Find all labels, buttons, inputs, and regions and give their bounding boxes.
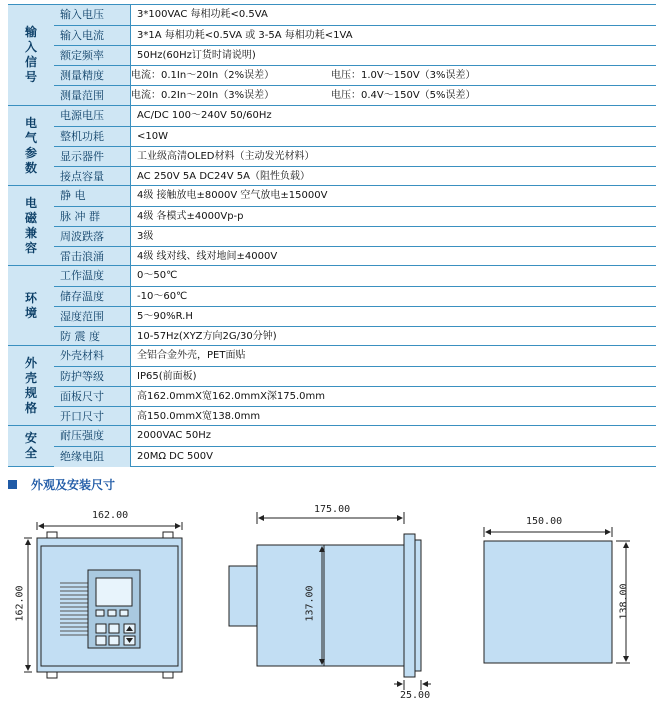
row-label: 工作温度 [54, 266, 131, 286]
row-label: 防 震 度 [54, 327, 131, 347]
row-value: 50Hz(60Hz订货时请说明) [137, 50, 256, 61]
category-cell: 输入信号 [8, 5, 55, 105]
key-button [96, 624, 106, 633]
row-label: 静 电 [54, 186, 131, 206]
row-value: 全铝合金外壳，PET面贴 [137, 350, 246, 361]
row-label: 湿度范围 [54, 307, 131, 327]
oled-display [96, 578, 132, 606]
category-cell: 电磁兼容 [8, 186, 55, 265]
category-cell: 安全 [8, 426, 55, 466]
row-label: 耐压强度 [54, 426, 131, 446]
row-value: 4级 线对线、线对地间±4000V [137, 251, 278, 262]
current-range: 电流：0.2In～20In（3%误差） [131, 90, 275, 101]
category-cell: 外壳规格 [8, 346, 55, 425]
row-label: 储存温度 [54, 287, 131, 307]
led-indicator [120, 610, 128, 616]
row-value: <10W [137, 131, 168, 142]
row-label: 开口尺寸 [54, 407, 131, 427]
row-value: 0～50℃ [137, 270, 178, 281]
row-value: 3*100VAC 每相功耗<0.5VA [137, 9, 268, 20]
row-value: 10-57Hz(XYZ方向2G/30分钟) [137, 331, 277, 342]
cutout-height-label: 138.00 [618, 583, 630, 620]
key-button [96, 636, 106, 645]
voltage-range: 电压：0.4V～150V（5%误差） [331, 90, 476, 101]
side-flange-label: 25.00 [400, 690, 431, 701]
side-depth-label: 175.00 [314, 504, 351, 515]
front-lip [415, 540, 421, 671]
front-height-label: 162.00 [14, 585, 26, 622]
row-label: 显示器件 [54, 147, 131, 167]
row-value: 3级 [137, 231, 154, 242]
row-label: 防护等级 [54, 367, 131, 387]
current-accuracy: 电流：0.1In～20In（2%误差） [131, 70, 275, 81]
front-view [24, 522, 182, 678]
row-label: 接点容量 [54, 167, 131, 187]
row-label: 电源电压 [54, 106, 131, 126]
category-cell: 电气参数 [8, 106, 55, 185]
row-value: 5～90%R.H [137, 311, 193, 322]
cutout-width-label: 150.00 [526, 516, 563, 527]
row-value: 4级 接触放电±8000V 空气放电±15000V [137, 190, 328, 201]
section-title: 外观及安装尺寸 [31, 477, 116, 492]
row-value: AC 250V 5A DC24V 5A（阻性负载） [137, 171, 310, 182]
cutout-body [484, 541, 612, 663]
front-width-label: 162.00 [92, 510, 129, 521]
side-view [229, 512, 431, 690]
led-indicator [96, 610, 104, 616]
row-value: IP65(前面板) [137, 371, 197, 382]
main-body [257, 545, 404, 666]
row-value: 4级 各模式±4000Vp-p [137, 211, 244, 222]
voltage-accuracy: 电压：1.0V～150V（3%误差） [331, 70, 476, 81]
side-height-label: 137.00 [304, 585, 316, 622]
row-value: 2000VAC 50Hz [137, 430, 211, 441]
mount-tab [163, 532, 173, 538]
front-flange [404, 534, 415, 677]
mount-tab [163, 672, 173, 678]
row-value: AC/DC 100～240V 50/60Hz [137, 110, 272, 121]
row-value: 高162.0mmX宽162.0mmX深175.0mm [137, 391, 326, 402]
row-label: 外壳材料 [54, 346, 131, 366]
cutout-view [484, 527, 630, 663]
row-value: 20MΩ DC 500V [137, 451, 213, 462]
row-label: 输入电压 [54, 5, 131, 25]
row-label: 输入电流 [54, 26, 131, 46]
row-label: 测量精度 [54, 66, 131, 86]
row-label: 整机功耗 [54, 127, 131, 147]
row-label: 额定频率 [54, 46, 131, 66]
category-cell: 环境 [8, 266, 55, 345]
mount-tab [47, 672, 57, 678]
row-label: 面板尺寸 [54, 387, 131, 407]
row-label: 周波跌落 [54, 227, 131, 247]
row-value: 3*1A 每相功耗<0.5VA 或 3-5A 每相功耗<1VA [137, 30, 353, 41]
rear-box [229, 566, 257, 626]
row-value: -10～60℃ [137, 291, 188, 302]
row-label: 绝缘电阻 [54, 447, 131, 467]
row-label: 脉 冲 群 [54, 207, 131, 227]
led-indicator [108, 610, 116, 616]
key-button [109, 636, 119, 645]
row-label: 雷击浪涌 [54, 247, 131, 267]
row-value: 高150.0mmX宽138.0mm [137, 411, 261, 422]
mount-tab [47, 532, 57, 538]
row-value: 工业级高清OLED材料（主动发光材料） [137, 151, 315, 162]
row-label: 测量范围 [54, 86, 131, 106]
